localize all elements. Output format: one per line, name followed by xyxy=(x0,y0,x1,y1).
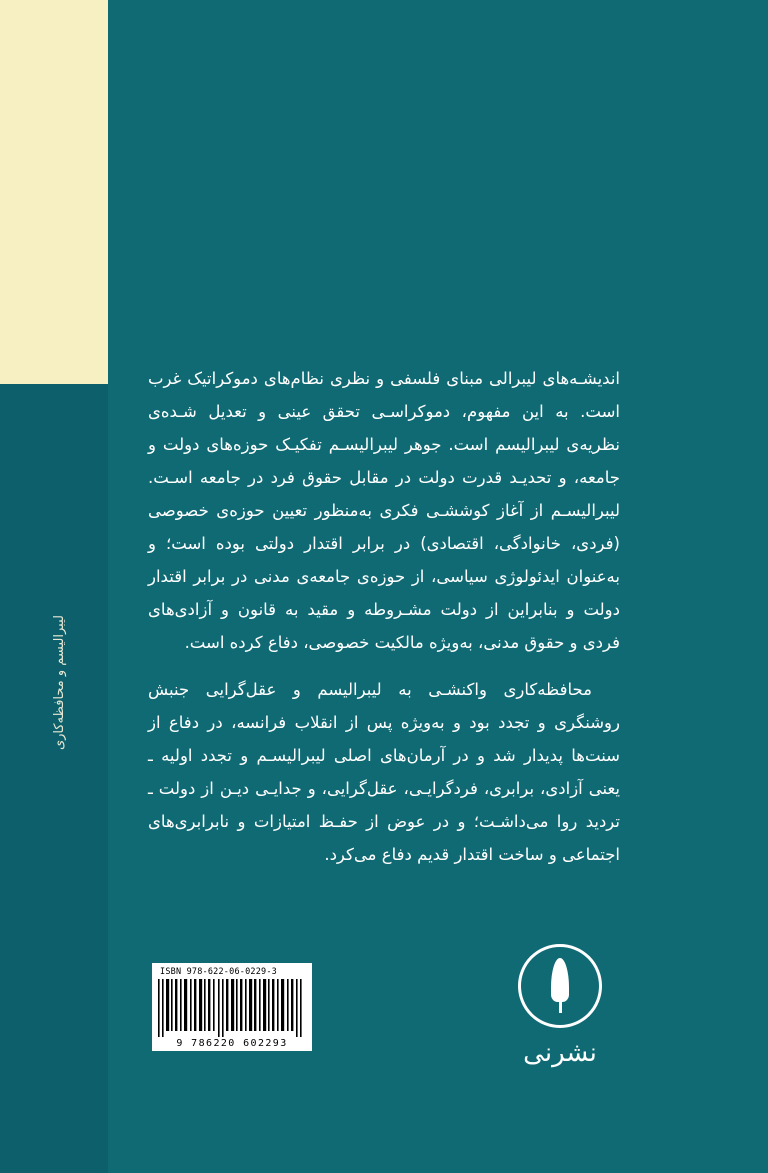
paragraph-1: اندیشـه‌های لیبرالی مبنای فلسفی و نظری نظام‌های دموکراتیک غرب است. به این مفهوم، دموکراسـی تحقق عینی و تعدیل شـده‌ی نظریه‌ی لیبرالیسم است. جوهر لیبرالیسـم تفکیـک حوزه‌های دولت و جامعه، و تحدیـد قدرت دولت در مقابل حقوق فرد در جامعه اسـت. لیبرالیسـم از آغاز کوششـی فکری به‌منظور تعیین حوزه‌ی خصوصی (فردی، خانوادگی، اقتصادی) در برابر اقتدار دولتی بوده است؛ و به‌عنوان ایدئولوژی سیاسی، از حوزه‌ی جامعه‌ی مدنی در برابر اقتدار دولت و بنابراین از دولت مشـروطه و مقید به قانون و آزادی‌های فردی و حقوق مدنی، به‌ویژه مالکیت خصوصی، دفاع کرده است. xyxy=(148,369,620,652)
isbn-barcode xyxy=(152,963,312,1051)
barcode-digits: 9 786220 602293 xyxy=(176,1038,288,1049)
isbn-label: ISBN 978-622-06-0229-3 xyxy=(160,967,277,977)
leaf-in-circle-icon xyxy=(518,944,602,1028)
back-cover-text xyxy=(148,362,620,885)
spine-title: لیبرالیسم و محافظه‌کاری xyxy=(52,615,67,751)
barcode-icon xyxy=(156,979,308,1037)
leaf-shape xyxy=(551,958,569,1002)
paragraph-2: محافظه‌کاری واکنشـی به لیبرالیسم و عقل‌گرایی جنبش روشنگری و تجدد بود و به‌ویژه پس از انقلاب فرانسه، در دفاع از سنت‌ها پدیدار شد و در آرمان‌های اصلی لیبرالیسـم و تجدد اولیه ـ یعنی آزادی، برابری، فردگرایـی، عقل‌گرایی، و جدایـی دیـن از دولت ـ تردید روا می‌داشـت؛ و در عوض از حفـظ امتیازات و نابرابری‌های اجتماعی و ساخت اقتدار قدیم دفاع می‌کرد. xyxy=(148,680,620,864)
stem-shape xyxy=(559,997,562,1013)
spine-accent-block xyxy=(0,0,108,384)
publisher-logo xyxy=(500,944,620,1068)
spine-strip xyxy=(0,0,108,1173)
publisher-name: نشرنی xyxy=(523,1038,597,1068)
